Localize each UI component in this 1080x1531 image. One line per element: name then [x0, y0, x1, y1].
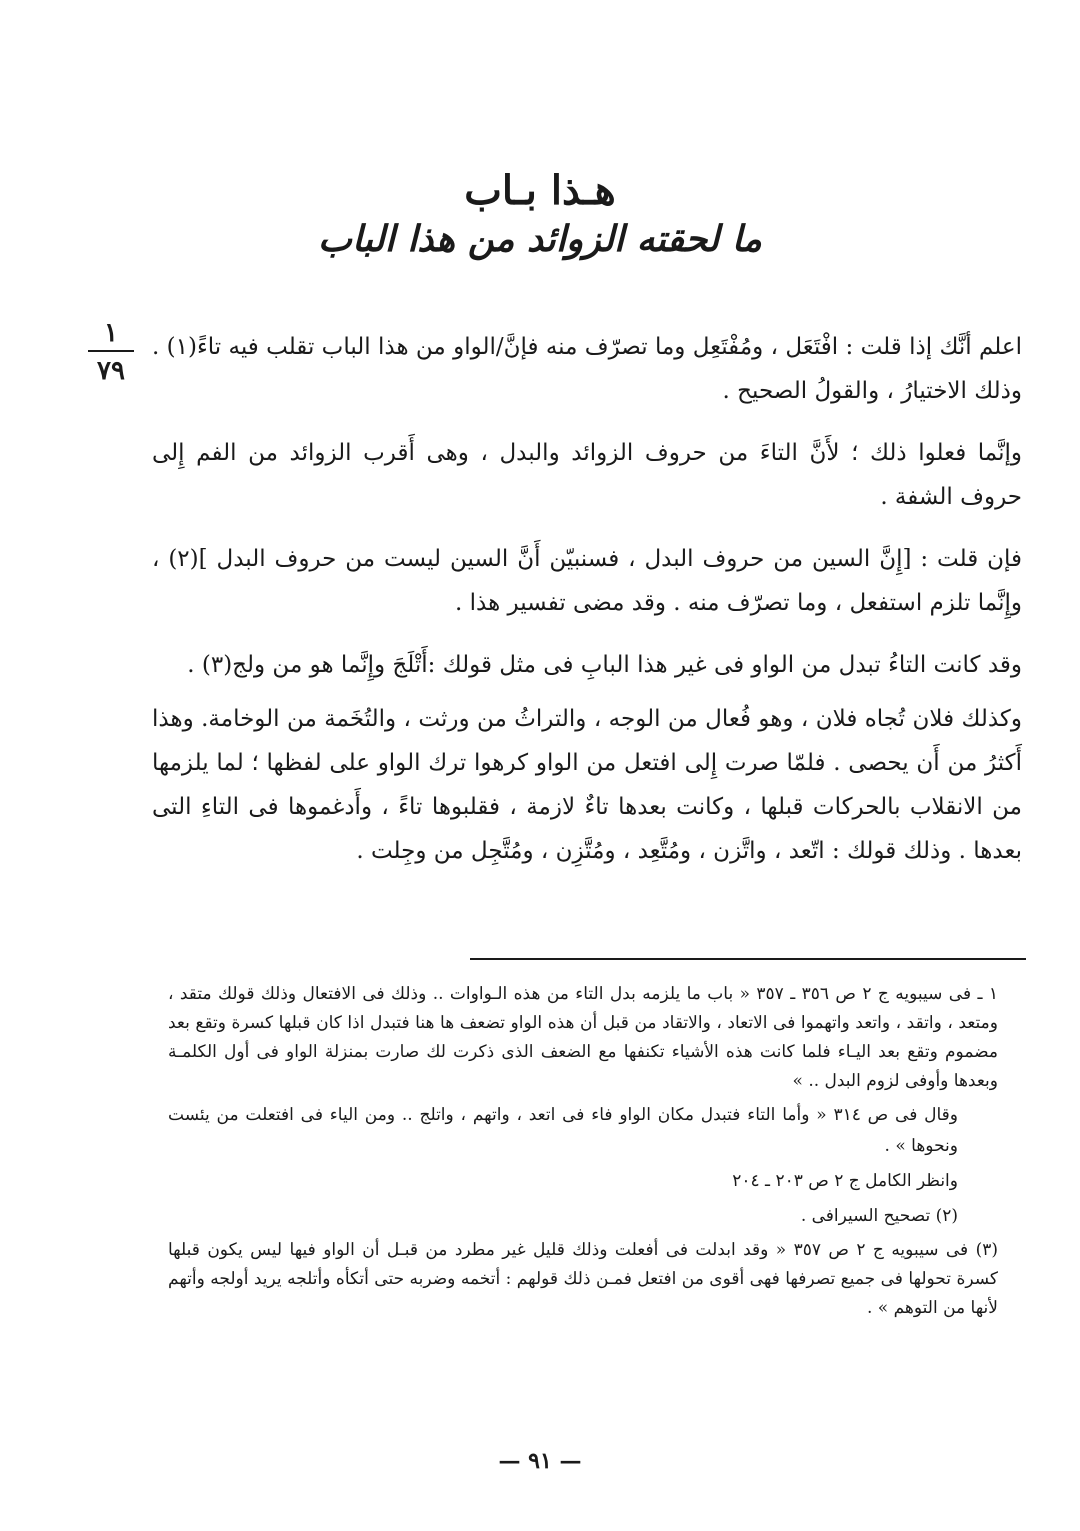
- footnote-separator: [470, 958, 1026, 960]
- margin-reference: [88, 320, 134, 384]
- footnote-2: (٢) تصحيح السيرافى .: [800, 1206, 958, 1226]
- body-paragraph-2: وإنَّما فعلوا ذلك ؛ لأَنَّ التاءَ من حروف الزوائد والبدل ، وهى أَقرب الزوائد من الفم إِلى حروف الشفة .: [152, 440, 1022, 510]
- body-paragraph-1: اعلم أنَّك إذا قلت : افْتَعَل ، ومُفْتَعِل وما تصرّف منه فإنَّ/الواو من هذا الباب تقلب فيه تاءً(١) . وذلك الاختيارُ ، والقولُ الصحيح .: [152, 334, 1022, 404]
- footnotes-section: [168, 980, 998, 1327]
- footnote-1: ١ ـ فى سيبويه ج ٢ ص ٣٥٦ ـ ٣٥٧ « باب ما يلزمه بدل التاء من هذه الـواوات .. وذلك فى الافتعال وذلك قولك متقد ، ومتعد ، واتقد ، واتعد واتهموا فى الاتعاد ، والاتقاد من قبل أن هذه الواو تضعف ها هنا فتبدل اذا كان قبلها كسرة وتقع بعد مضموم وتقع بعد اليـاء فلما كانت هذه الأشياء تكنفها مع الضعف الذى ذكرت لك صارت بمنزلة الواو فى أول الكلمـة وبعدها وأوفى لزوم البدل .. »: [168, 984, 998, 1091]
- body-paragraph-4: وقد كانت التاءُ تبدل من الواو فى غير هذا البابِ فى مثل قولك :أَتْلَجَ وإِنَّما هو من ولج(٣) .: [187, 652, 1022, 678]
- margin-ref-top: ١: [88, 320, 134, 352]
- footnote-3: (٣) فى سيبويه ج ٢ ص ٣٥٧ « وقد ابدلت فى أفعلت وذلك قليل غير مطرد من قبـل أن الواو فيها ليس يكون قبلها كسرة تحولها فى جميع تصرفها فهى أقوى من افتعل فمـن ذلك قولهم : أتخمه وضربه حتى أتكأه وأتلجه يريد أولجه وأتهم لأنها من التوهم » .: [168, 1240, 998, 1318]
- footnote-1-continuation: وقال فى ص ٣١٤ « وأما التاء فتبدل مكان الواو فاء فى اتعد ، واتهم ، واتلج .. ومن الياء فى افتعلت من يئست ونحوها » .: [168, 1105, 958, 1156]
- margin-ref-bottom: ٧٩: [97, 356, 125, 386]
- heading-title: هـذا بـاب: [464, 167, 616, 214]
- body-paragraph-5: وكذلك فلان تُجاه فلان ، وهو فُعال من الوجه ، والتراثُ من ورثت ، والتُخَمة من الوخامة. وهذا أَكثرُ من أَن يحصى . فلمّا صرت إِلى افتعل من الواو كرهوا ترك الواو على لفظها ؛ لما يلزمها من الانقلاب بالحركات قبلها ، وكانت بعدها تاءٌ لازمة ، فقلبوها تاءً ، وأَدغموها فى التاءِ التى بعدها . وذلك قولك : اتّعد ، واتَّزن ، ومُتَّعِد ، ومُتَّزِن ، ومُتَّجِل من وجِلت .: [152, 706, 1022, 864]
- footnote-1-reference: وانظر الكامل ج ٢ ص ٢٠٣ ـ ٢٠٤: [732, 1171, 958, 1191]
- body-paragraph-3: فإن قلت : [إِنَّ السين من حروف البدل ، فسنبيّن أَنَّ السين ليست من حروف البدل ](٢) ، وإِنَّما تلزم استفعل ، وما تصرّف منه . وقد مضى تفسير هذا .: [152, 546, 1022, 616]
- main-body-text: [152, 325, 1022, 891]
- heading-subtitle: ما لحقته الزوائد من هذا الباب: [318, 218, 762, 260]
- page-number: — ٩١ —: [498, 1448, 582, 1474]
- chapter-heading: [300, 166, 780, 262]
